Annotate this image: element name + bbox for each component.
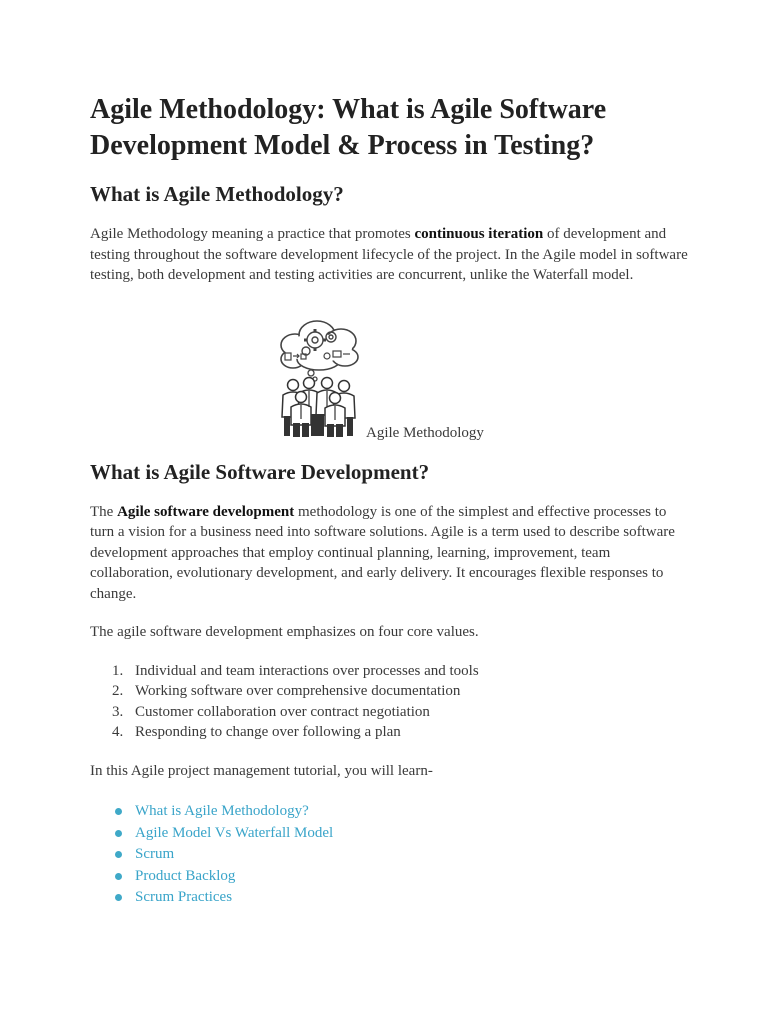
bullet-icon <box>115 830 122 837</box>
article <box>90 92 690 909</box>
intro-text-end: of development and testing throughout the software development lifecycle of the project. In the Agile model in software testing, both development and testing activities are concurrent, unlike the Waterfall model. <box>90 226 688 283</box>
bullet-icon <box>115 808 122 815</box>
agile-figure <box>90 315 690 443</box>
agile-dev-paragraph <box>90 502 690 605</box>
bullet-icon <box>115 873 122 880</box>
link-item <box>90 844 690 866</box>
core-values-list <box>90 661 690 743</box>
figure-caption: Agile Methodology <box>366 424 484 441</box>
link-what-is-agile[interactable]: What is Agile Methodology? <box>135 803 309 819</box>
list-item-text: Working software over comprehensive documentation <box>135 683 461 699</box>
agile-team-illustration <box>271 315 367 439</box>
link-product-backlog[interactable]: Product Backlog <box>135 867 236 884</box>
link-item <box>90 866 690 888</box>
list-item-text: Individual and team interactions over processes and tools <box>135 662 479 679</box>
link-item <box>90 801 690 823</box>
agile-dev-text-end: methodology is one of the simplest and effective processes to turn a vision for a business need into software solutions. Agile is a term used to describe software development approaches that employ continual planning, learning, improvement, team collaboration, evolutionary development, and early delivery. It encourages flexible responses to change. <box>90 503 675 602</box>
section-heading-agile-software-development: What is Agile Software Development? <box>90 459 430 484</box>
link-scrum[interactable]: Scrum <box>135 846 175 862</box>
learn-intro: In this Agile project management tutorial, you will learn- <box>90 762 433 779</box>
list-item-number: 4. <box>112 724 124 740</box>
list-item-text: Customer collaboration over contract negotiation <box>135 703 430 720</box>
section-heading-agile-methodology: What is Agile Methodology? <box>90 182 344 206</box>
list-item <box>90 681 690 702</box>
list-item-number: 2. <box>112 683 124 699</box>
tutorial-links-list <box>90 801 690 909</box>
intro-paragraph <box>90 224 690 286</box>
intro-text-start: Agile Methodology meaning a practice that promotes <box>90 226 415 242</box>
link-agile-vs-waterfall[interactable]: Agile Model Vs Waterfall Model <box>135 824 334 841</box>
link-item <box>90 823 690 845</box>
list-item <box>90 702 690 723</box>
list-item <box>90 722 690 743</box>
link-scrum-practices[interactable]: Scrum Practices <box>135 889 233 905</box>
agile-dev-text-start: The <box>90 503 118 520</box>
list-item-number: 3. <box>112 703 124 720</box>
core-values-intro: The agile software development emphasizes on four core values. <box>90 624 479 640</box>
bullet-icon <box>115 851 122 858</box>
list-item-text: Responding to change over following a plan <box>135 724 401 740</box>
link-item <box>90 887 690 909</box>
list-item <box>90 661 690 682</box>
agile-dev-bold-term: Agile software development <box>117 503 295 520</box>
intro-bold-term: continuous iteration <box>414 226 544 242</box>
page-title: Agile Methodology: What is Agile Software Development Model & Process in Testing? <box>90 94 607 161</box>
list-item-number: 1. <box>112 662 124 679</box>
bullet-icon <box>115 894 122 901</box>
